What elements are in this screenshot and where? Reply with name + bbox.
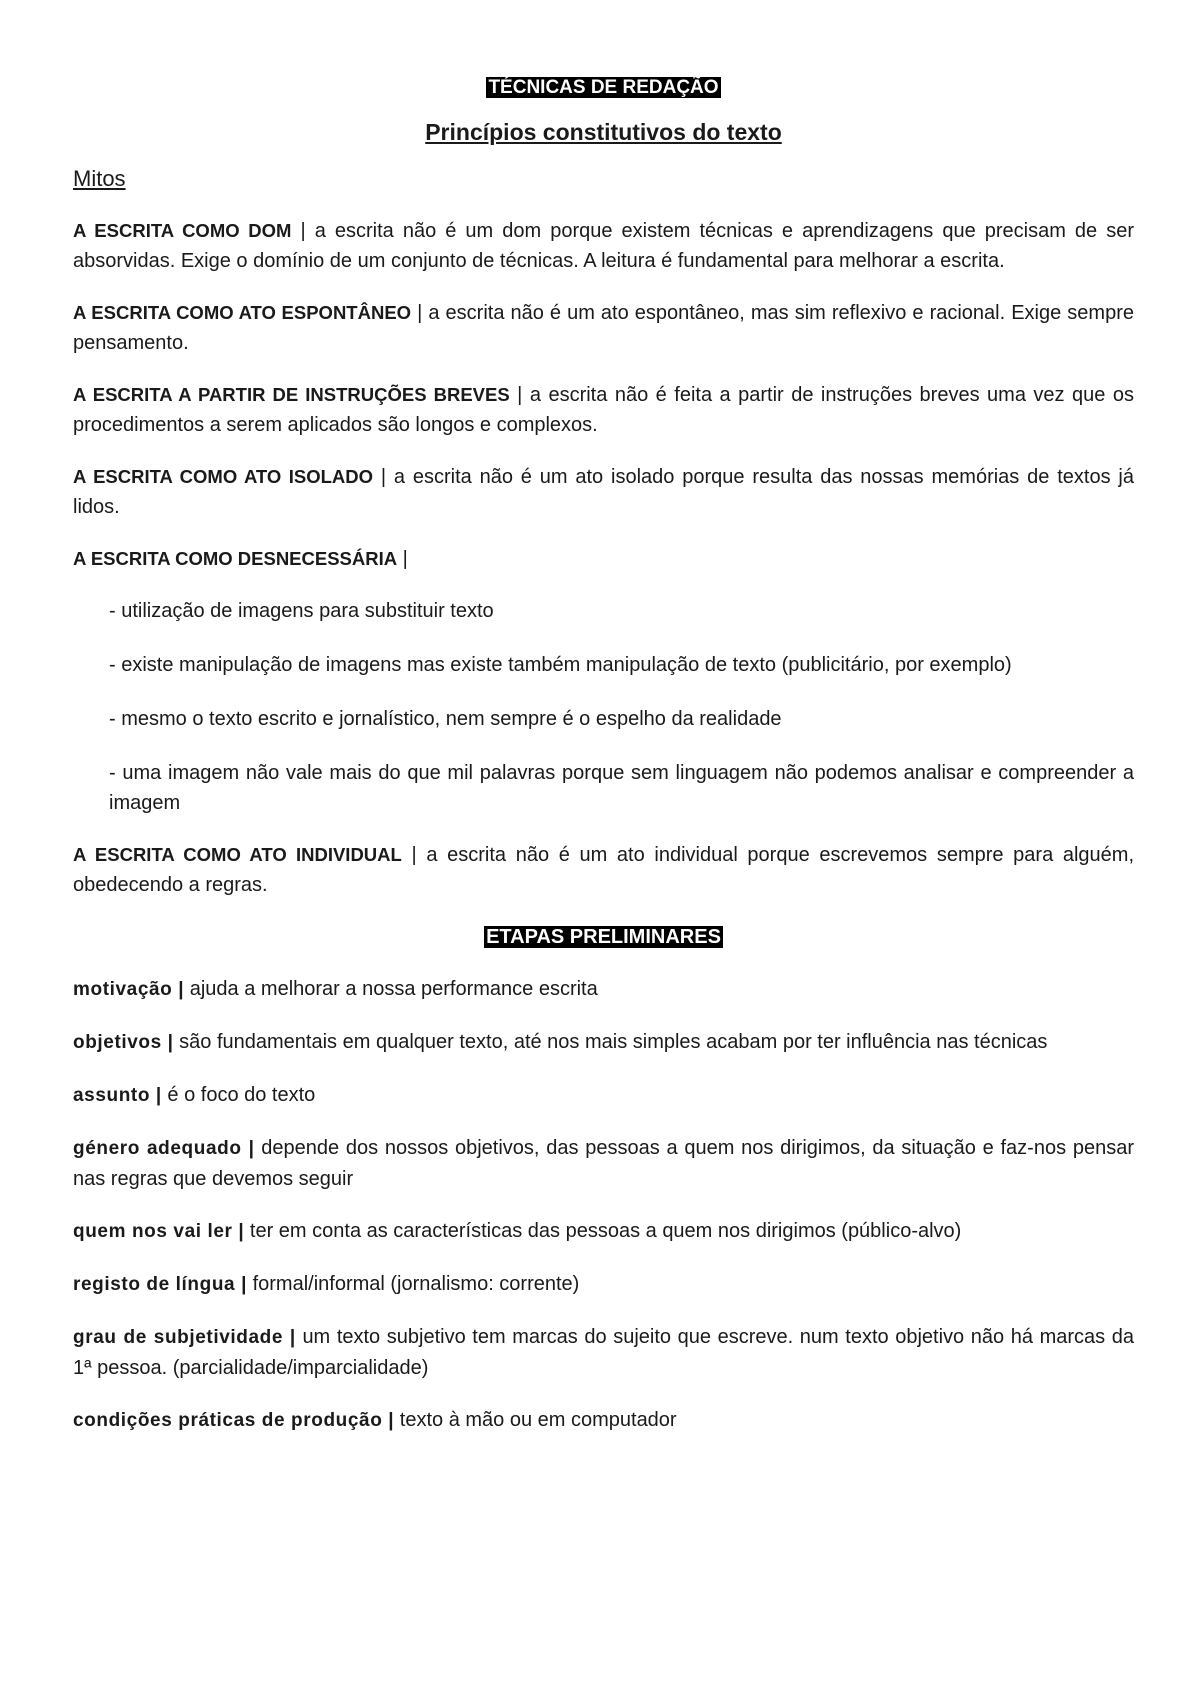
etapa-paragraph <box>73 1405 1134 1436</box>
etapa-term: assunto | <box>73 1085 162 1106</box>
etapa-paragraph <box>73 1080 1134 1111</box>
mito-term: A ESCRITA COMO ATO INDIVIDUAL <box>73 844 402 865</box>
mito-term: A ESCRITA COMO ATO ISOLADO <box>73 466 373 487</box>
list-item: - existe manipulação de imagens mas existe também manipulação de texto (publicitário, por exemplo) <box>109 654 1012 676</box>
mito-separator: | <box>373 466 394 488</box>
mito-separator: | <box>397 548 408 570</box>
etapa-term: condições práticas de produção | <box>73 1410 395 1431</box>
list-item: - mesmo o texto escrito e jornalístico, nem sempre é o espelho da realidade <box>109 708 782 730</box>
etapa-term: quem nos vai ler | <box>73 1221 245 1242</box>
mito-text: a escrita não é um dom porque existem técnicas e aprendizagens que precisam de ser absorvidas. Exige o domínio de um conjunto de técnicas. A leitura é fundamental para melhorar a escrita. <box>73 220 1135 272</box>
mito-paragraph <box>73 216 1134 276</box>
mito-paragraph <box>73 298 1134 358</box>
etapas-heading: ETAPAS PRELIMINARES <box>486 926 721 948</box>
mito-paragraph <box>73 462 1134 522</box>
mitos-heading: Mitos <box>73 166 126 191</box>
mito-separator: | <box>401 844 427 866</box>
mito-term: A ESCRITA COMO DOM <box>73 220 292 241</box>
etapa-paragraph <box>73 1269 1134 1300</box>
mito-paragraph <box>73 380 1134 440</box>
mito-paragraph <box>73 544 1134 574</box>
etapa-paragraph <box>73 1027 1134 1058</box>
etapa-text: ajuda a melhorar a nossa performance escrita <box>184 978 598 1000</box>
mito-term: A ESCRITA COMO DESNECESSÁRIA <box>73 548 398 569</box>
etapa-term: grau de subjetividade | <box>73 1327 296 1348</box>
etapa-paragraph <box>73 974 1134 1005</box>
mito-separator: | <box>509 384 530 406</box>
desnecessaria-bullet-list <box>109 596 1134 818</box>
mito-paragraph-individual <box>73 840 1134 900</box>
etapa-text: são fundamentais em qualquer texto, até nos mais simples acabam por ter influência nas técnicas <box>173 1031 1048 1053</box>
mito-term: A ESCRITA COMO ATO ESPONTÂNEO <box>73 302 412 323</box>
etapa-term: objetivos | <box>73 1032 174 1053</box>
document-title: TÉCNICAS DE REDAÇÃO <box>488 77 719 98</box>
document-title-block <box>73 72 1134 102</box>
document-subtitle: Princípios constitutivos do texto <box>425 119 782 145</box>
etapa-text: depende dos nossos objetivos, das pessoas a quem nos dirigimos, da situação e faz-nos pensar nas regras que devemos seguir <box>73 1137 1134 1190</box>
document-page <box>73 72 1134 1458</box>
etapa-text: formal/informal (jornalismo: corrente) <box>247 1273 580 1295</box>
list-item: - utilização de imagens para substituir texto <box>109 600 494 622</box>
mito-text: a escrita não é feita a partir de instruções breves uma vez que os procedimentos a serem aplicados são longos e complexos. <box>73 384 1134 436</box>
mito-text: a escrita não é um ato espontâneo, mas sim reflexivo e racional. Exige sempre pensamento. <box>73 302 1134 354</box>
mito-term: A ESCRITA A PARTIR DE INSTRUÇÕES BREVES <box>73 384 510 405</box>
etapa-paragraph <box>73 1322 1134 1383</box>
etapa-term: motivação | <box>73 979 185 1000</box>
etapa-text: é o foco do texto <box>161 1084 316 1106</box>
mito-separator: | <box>411 302 429 324</box>
etapas-heading-block <box>73 922 1134 952</box>
mito-separator: | <box>291 220 315 242</box>
etapa-paragraph <box>73 1216 1134 1247</box>
etapa-term: registo de língua | <box>73 1274 248 1295</box>
etapa-text: um texto subjetivo tem marcas do sujeito que escreve. num texto objetivo não há marcas da 1ª pessoa. (parcialidade/imparcialidade) <box>73 1326 1134 1379</box>
mito-text: a escrita não é um ato individual porque escrevemos sempre para alguém, obedecendo a regras. <box>73 844 1135 896</box>
etapa-text: ter em conta as características das pessoas a quem nos dirigimos (público-alvo) <box>244 1220 962 1242</box>
list-item: - uma imagem não vale mais do que mil palavras porque sem linguagem não podemos analisar e compreender a imagem <box>109 762 1134 814</box>
etapa-paragraph <box>73 1133 1134 1194</box>
mito-text: a escrita não é um ato isolado porque resulta das nossas memórias de textos já lidos. <box>73 466 1134 518</box>
etapa-term: género adequado | <box>73 1138 255 1159</box>
etapa-text: texto à mão ou em computador <box>394 1409 677 1431</box>
